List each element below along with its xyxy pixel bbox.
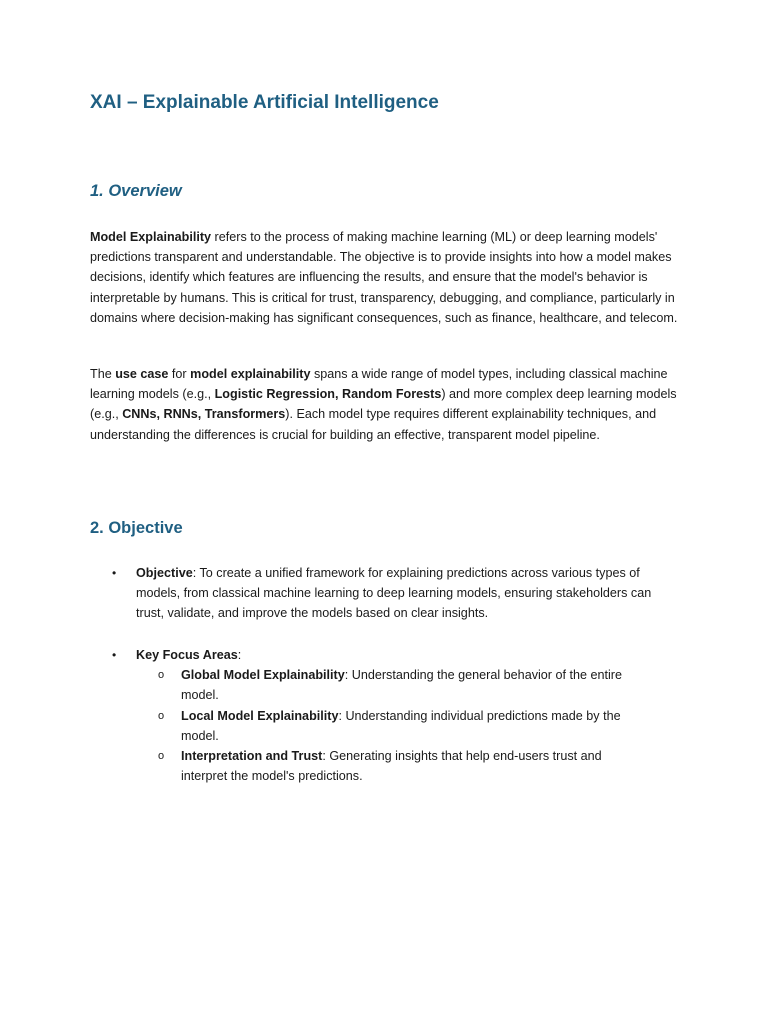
objective-bullet-list: [90, 563, 680, 624]
bold-term: Objective: [136, 566, 193, 580]
bold-term: Model Explainability: [90, 230, 212, 244]
paragraph-text: for: [168, 367, 191, 381]
circle-bullet-icon: o: [158, 669, 165, 682]
bold-term: CNNs, RNNs, Transformers: [122, 407, 286, 422]
overview-paragraph-2: [90, 364, 682, 445]
bullet-icon: •: [112, 648, 117, 662]
list-item-body: :: [237, 648, 242, 662]
list-item-body: : To create a unified framework for explaining predictions across various types of models, from classical machine learning to deep learning models, ensuring stakeholders can trust, validate, and improve the models based on clear insights.: [136, 566, 652, 621]
sub-list-item-local: [136, 706, 631, 746]
bold-term: Local Model Explainability: [181, 708, 339, 723]
focus-areas-sub-list: [136, 665, 680, 786]
paragraph-text: spans a wide range of model types, including classical machine learning models (e.g.,: [90, 367, 668, 402]
list-item-text: [136, 648, 241, 662]
bold-term: Logistic Regression, Random Forests: [214, 387, 442, 402]
bold-term: model explainability: [190, 367, 311, 381]
list-item-body: : Understanding the general behavior of the entire model.: [181, 668, 622, 703]
paragraph-text: ) and more complex deep learning models (e.g.,: [90, 387, 677, 422]
paragraph-text: The: [90, 367, 116, 381]
list-item: [90, 563, 680, 624]
paragraph-text: refers to the process of making machine learning (ML) or deep learning models' predictions transparent and understandable. The objective is to provide insights into how a model makes decisions, identify which features are influencing the results, and ensure that the model's behavior is interpretable by humans. This is critical for trust, transparency, debugging, and compliance, particularly in domains where decision-making has significant consequences, such as finance, healthcare, and telecom.: [90, 230, 678, 325]
circle-bullet-icon: o: [158, 709, 165, 722]
bold-term: Key Focus Areas: [136, 648, 238, 662]
document-title: XAI – Explainable Artificial Intelligence: [90, 92, 439, 113]
section-heading-overview: 1. Overview: [90, 182, 182, 200]
list-item: [90, 645, 680, 786]
sub-list-item-global: [136, 665, 631, 705]
list-item-body: : Understanding individual predictions made by the model.: [181, 708, 621, 743]
sub-list-item-trust: [136, 746, 631, 786]
bold-term: Global Model Explainability: [181, 668, 345, 683]
focus-areas-bullet-list: [90, 645, 680, 786]
overview-paragraph-1: [90, 227, 682, 328]
list-item-text: [136, 566, 651, 620]
circle-bullet-icon: o: [158, 750, 165, 763]
section-heading-objective: 2. Objective: [90, 519, 183, 537]
bold-term: use case: [115, 367, 169, 381]
paragraph-text: ). Each model type requires different explainability techniques, and understanding the differences is crucial for building an effective, transparent model pipeline.: [90, 407, 657, 442]
bold-term: Interpretation and Trust: [181, 749, 323, 764]
bullet-icon: •: [112, 566, 117, 580]
list-item-body: : Generating insights that help end-users trust and interpret the model's predictions.: [181, 749, 602, 784]
